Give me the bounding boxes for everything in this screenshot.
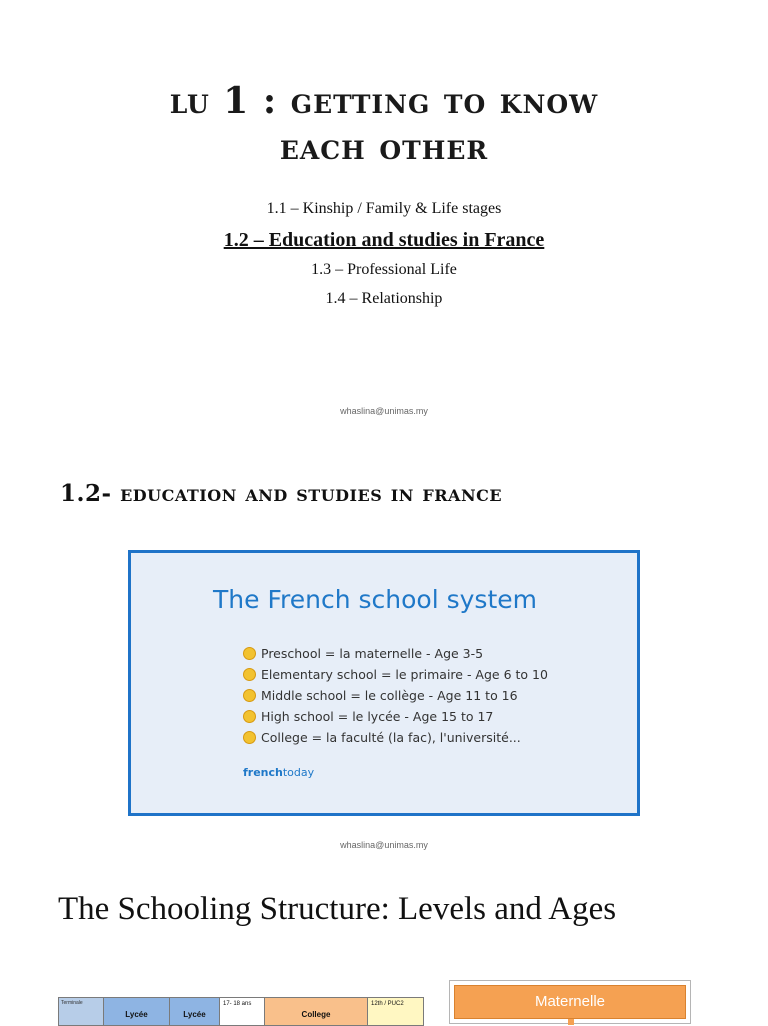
list-item-text: College = la faculté (la fac), l'université... [261,730,521,745]
card-title: The French school system [213,585,537,614]
toc-item-3: 1.3 – Professional Life [311,261,457,278]
baby-emoji-icon [243,647,256,660]
card-list [243,643,548,748]
graduate-emoji-icon [243,731,256,744]
table-cell: 17- 18 ans [220,998,265,1025]
table-cell: College [265,998,368,1025]
list-item-text: High school = le lycée - Age 15 to 17 [261,709,494,724]
section-title: 1.2- education and studies in france [60,480,503,507]
list-item [243,685,548,706]
list-item [243,643,548,664]
child-emoji-icon [243,668,256,681]
table-cell: Terminale [59,998,104,1025]
slide-title-line2: each other [279,126,489,168]
school-levels-diagram [449,980,691,1024]
slide-title [0,78,768,170]
list-item-text: Middle school = le collège - Age 11 to 16 [261,688,518,703]
list-item-text: Preschool = la maternelle - Age 3-5 [261,646,484,661]
list-item [243,706,548,727]
toc-item-4: 1.4 – Relationship [325,290,443,307]
maternelle-box: Maternelle [454,985,686,1019]
table-cell: Lycée [104,998,170,1025]
student-emoji-icon [243,710,256,723]
french-school-system-card [128,550,640,816]
teen-emoji-icon [243,689,256,702]
slide-title-line1: lu 1 : getting to know [169,80,599,122]
schooling-table [58,997,424,1026]
toc-item-2: 1.2 – Education and studies in France [223,229,545,251]
author-email: whaslina@unimas.my [340,406,428,416]
diagram-connector [568,1019,574,1025]
schooling-structure-heading: The Schooling Structure: Levels and Ages [58,891,617,927]
list-item [243,727,548,748]
list-item-text: Elementary school = le primaire - Age 6 to 10 [261,667,548,682]
toc-item-1: 1.1 – Kinship / Family & Life stages [266,200,502,217]
frenchtoday-logo [243,766,314,779]
table-cell: Lycée [170,998,220,1025]
table-cell: 12th / PUC2 [368,998,423,1025]
brand-bold: french [243,766,283,779]
list-item [243,664,548,685]
author-email-2: whaslina@unimas.my [340,840,428,850]
brand-light: today [282,766,315,779]
